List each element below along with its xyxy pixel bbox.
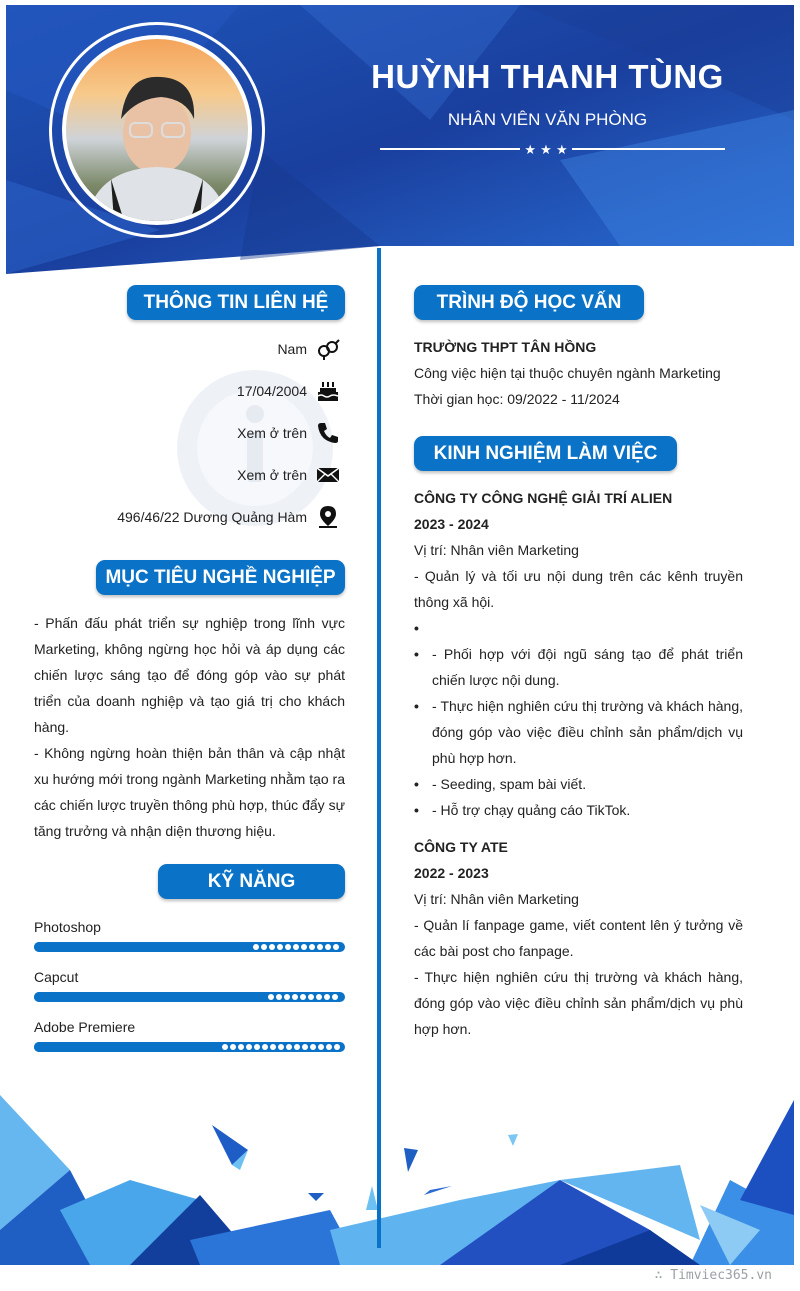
contact-section-title: THÔNG TIN LIÊN HỆ <box>127 285 345 320</box>
skill-dot <box>324 994 330 1000</box>
skill-dot <box>325 944 331 950</box>
skill-fill <box>34 942 252 952</box>
birthday-cake-icon <box>316 379 340 403</box>
address-value: 496/46/22 Dương Quảng Hàm <box>117 509 307 525</box>
skill-fill <box>34 992 267 1002</box>
job-duty-bullet: • - Thực hiện nghiên cứu thị trường và khách hàng, đóng góp vào việc điều chỉnh sản phẩm/dịch vụ phù hợp hơn. <box>414 698 743 766</box>
skill-dot <box>286 1044 292 1050</box>
skill-dot <box>332 994 338 1000</box>
objective-text <box>34 610 345 844</box>
skill-dot <box>309 944 315 950</box>
education-section-title: TRÌNH ĐỘ HỌC VẤN <box>414 285 644 320</box>
job-duty-bullet: • <box>414 620 419 636</box>
skill-dot <box>310 1044 316 1050</box>
skill-dot <box>294 1044 300 1050</box>
contact-gender-row <box>277 336 340 362</box>
skill-dot <box>238 1044 244 1050</box>
skill-dot <box>277 944 283 950</box>
experience-alien <box>414 485 743 823</box>
job-duty-bullet: • - Phối hợp với đội ngũ sáng tạo để phát triển chiến lược nội dung. <box>414 646 743 688</box>
skill-dot <box>308 994 314 1000</box>
skill-dot <box>284 994 290 1000</box>
education-major: Công việc hiện tại thuộc chuyên ngành Marketing <box>414 365 721 381</box>
job-position: Vị trí: Nhân viên Marketing <box>414 542 579 558</box>
skill-name: Adobe Premiere <box>34 1019 136 1035</box>
skill-dot <box>262 1044 268 1050</box>
contact-phone-row <box>237 420 340 446</box>
job-duty: - Thực hiện nghiên cứu thị trường và khách hàng, đóng góp vào việc điều chỉnh sản phẩm/dịch vụ phù hợp hơn. <box>414 969 743 1037</box>
skill-dot <box>253 944 259 950</box>
job-position: Vị trí: Nhân viên Marketing <box>414 891 579 907</box>
objective-paragraph-1: - Phấn đấu phát triển sự nghiệp trong lĩnh vực Marketing, không ngừng học hỏi và áp dụng các chiến lược sáng tạo để đóng góp vào sự phát triển của doanh nghiệp và tạo giá trị cho khách hàng. <box>34 615 345 735</box>
skill-dot <box>230 1044 236 1050</box>
skill-dot <box>269 944 275 950</box>
skill-dot <box>317 944 323 950</box>
contact-email-row <box>237 462 340 488</box>
svg-text:★ ★ ★: ★ ★ ★ <box>524 143 568 158</box>
skill-bar <box>34 1042 345 1052</box>
birthday-value: 17/04/2004 <box>236 383 307 399</box>
work-period: 2023 - 2024 <box>414 516 489 532</box>
mail-icon <box>316 463 340 487</box>
skill-dots <box>267 992 345 1002</box>
gender-icon <box>316 337 340 361</box>
school-name: TRƯỜNG THPT TÂN HỒNG <box>414 339 597 355</box>
skill-name: Photoshop <box>34 919 101 935</box>
skill-dots <box>221 1042 345 1052</box>
skill-name: Capcut <box>34 969 79 985</box>
phone-value: Xem ở trên <box>237 425 307 441</box>
skill-dot <box>316 994 322 1000</box>
phone-icon <box>316 421 340 445</box>
skill-bar <box>34 992 345 1002</box>
skill-dot <box>301 944 307 950</box>
gender-value: Nam <box>277 341 307 357</box>
skill-dot <box>334 1044 340 1050</box>
education-period: Thời gian học: 09/2022 - 11/2024 <box>414 391 620 407</box>
contact-address-row <box>117 504 340 530</box>
objective-section-title: MỤC TIÊU NGHỀ NGHIỆP <box>96 560 345 595</box>
skill-fill <box>34 1042 221 1052</box>
skill-dot <box>254 1044 260 1050</box>
skill-dots <box>252 942 345 952</box>
company-name: CÔNG TY CÔNG NGHỆ GIẢI TRÍ ALIEN <box>414 490 673 506</box>
skill-dot <box>318 1044 324 1050</box>
skill-dot <box>246 1044 252 1050</box>
experience-section-title: KINH NGHIỆM LÀM VIỆC <box>414 436 677 471</box>
skill-dot <box>302 1044 308 1050</box>
objective-paragraph-2: - Không ngừng hoàn thiện bản thân và cập nhật xu hướng mới trong ngành Marketing nhằm tạo ra các chiến lược truyền thông phù hợp, thúc đẩy sự tăng trưởng và nhận diện thương hiệu. <box>34 745 346 839</box>
candidate-role: NHÂN VIÊN VĂN PHÒNG <box>447 110 648 129</box>
job-duty: - Quản lý và tối ưu nội dung trên các kênh truyền thông xã hội. <box>414 568 743 610</box>
column-divider <box>377 248 381 1248</box>
candidate-name: HUỲNH THANH TÙNG <box>371 58 724 95</box>
site-watermark: ∴ Timviec365.vn <box>654 1268 772 1283</box>
job-duty-bullet: • - Seeding, spam bài viết. <box>414 776 587 792</box>
skills-section-title: KỸ NĂNG <box>158 864 345 899</box>
work-period: 2022 - 2023 <box>414 865 489 881</box>
skill-dot <box>270 1044 276 1050</box>
experience-ate <box>414 834 743 1042</box>
skill-dot <box>326 1044 332 1050</box>
job-duty-bullet: • - Hỗ trợ chạy quảng cáo TikTok. <box>414 802 631 818</box>
skill-dot <box>333 944 339 950</box>
skill-bar <box>34 942 345 952</box>
skill-dot <box>268 994 274 1000</box>
education-block <box>414 334 743 412</box>
skill-dot <box>276 994 282 1000</box>
skill-dot <box>278 1044 284 1050</box>
skill-dot <box>261 944 267 950</box>
skill-dot <box>292 994 298 1000</box>
company-name: CÔNG TY ATE <box>414 839 508 855</box>
skill-dot <box>222 1044 228 1050</box>
contact-birthday-row <box>237 378 340 404</box>
email-value: Xem ở trên <box>237 467 307 483</box>
location-pin-icon <box>316 505 340 529</box>
avatar <box>62 35 252 225</box>
skill-dot <box>293 944 299 950</box>
skill-dot <box>300 994 306 1000</box>
skill-dot <box>285 944 291 950</box>
job-duty: - Quản lí fanpage game, viết content lên ý tưởng về các bài post cho fanpage. <box>414 917 743 959</box>
